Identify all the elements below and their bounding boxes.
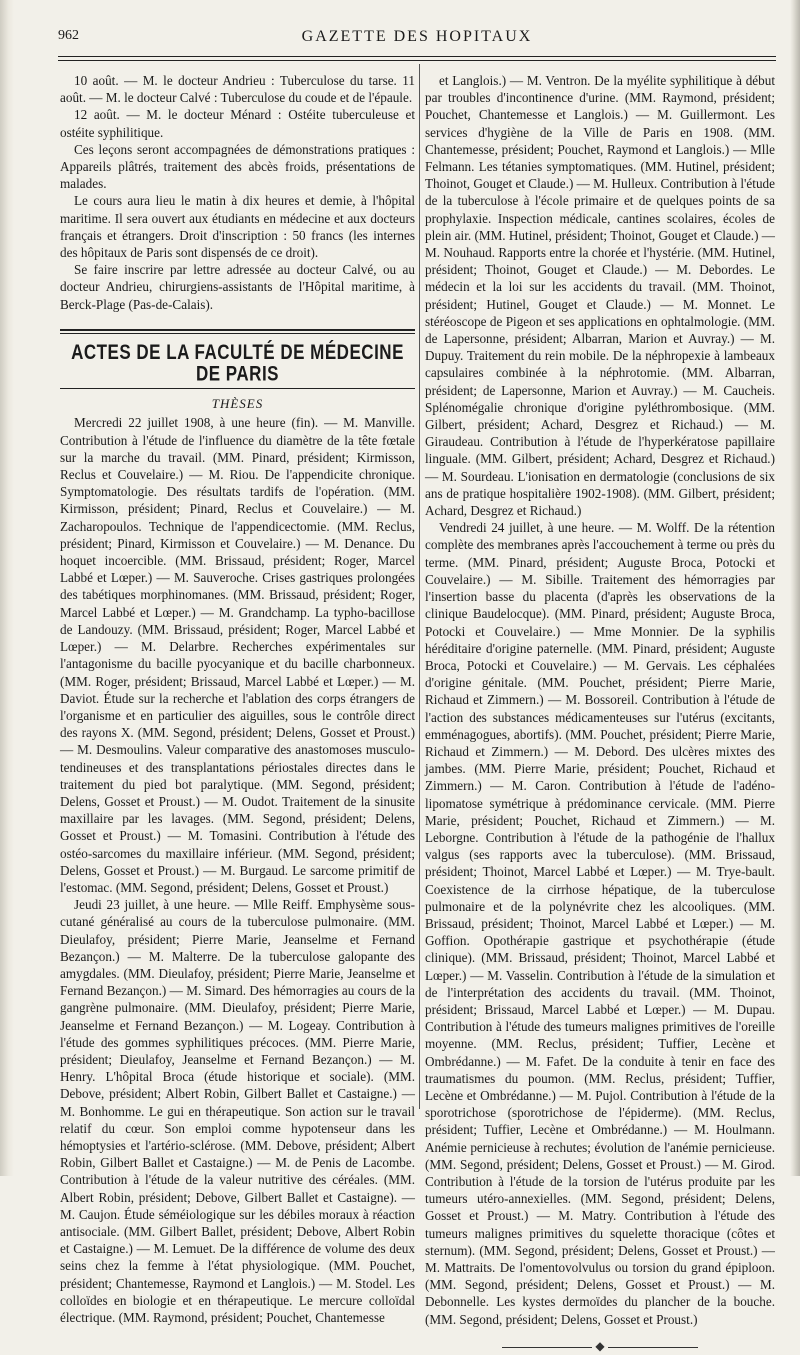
intro-paragraph: 10 août. — M. le docteur Andrieu : Tuberculose du tarse. 11 août. — M. le docteur Calvé : Tuberculose du coude et de l'épaule. bbox=[60, 73, 415, 106]
column-separator bbox=[419, 64, 420, 1109]
end-flourish: ◆ bbox=[425, 1338, 775, 1355]
page-edge-right bbox=[790, 0, 800, 1176]
intro-paragraph: Ces leçons seront accompagnées de démonstrations pratiques : Appareils plâtrés, traitement des abcès froids, présentations de malades. bbox=[60, 141, 415, 192]
section-title: ACTES DE LA FACULTÉ DE MÉDECINE DE PARIS bbox=[71, 340, 404, 386]
subsection-title: THÈSES bbox=[211, 396, 264, 412]
theses-paragraph: Mercredi 22 juillet 1908, à une heure (fin). — M. Manville. Contribution à l'étude de l'influence du diamètre de la tête fœtale sur la marche du travail. (MM. Pinard, président; Kirmisson, Reclus et Couvelaire.) — M. Riou. De l'appendicite chronique. Symptomatologie. Des résultats tardifs de l'opération. (MM. Kirmisson, président; Pinard, Reclus et Couvelaire.) — M. Zacharopoulos. Technique de l'appendicectomie. (MM. Reclus, président; Pinard, Kirmisson et Couvelaire.) — M. Denance. Du hoquet incoercible. (MM. Brissaud, président; Roger, Marcel Labbé et Lœper.) — M. Sauveroche. Crises gastriques prolongées des tabétiques morphinomanes. (MM. Brissaud, président; Roger, Marcel Labbé et Lœper.) — M. Grandchamp. La typho-bacillose de Landouzy. (MM. Brissaud, président; Roger, Marcel Labbé et Lœper.) — M. Delarbre. Recherches expérimentales sur l'antagonisme du bacille pyocyanique et du bacille charbonneux. (MM. Roger, président; Brissaud, Marcel Labbé et Lœper.) — M. Daviot. Étude sur la recherche et l'ablation des corps étrangers de l'organisme et en particulier des aiguilles, sous le contrôle direct des rayons X. (MM. Segond, président; Delens, Gosset et Proust.) — M. Desmoulins. Valeur comparative des anastomoses musculo-tendineuses et des transplantations périostales directes dans le traitement du pied bot paralytique. (MM. Segond, président; Delens, Gosset et Proust.) — M. Oudot. Traitement de la sinusite maxillaire par les lavages. (MM. Segond, président; Delens, Gosset et Proust.) — M. Tomasini. Contribution à l'étude des ostéo-sarcomes du maxillaire inférieur. (MM. Segond, président; Delens, Gosset et Proust.) — M. Burgaud. Le sarcome primitif de l'estomac. (MM. Segond, président; Delens, Gosset et Proust.) bbox=[60, 415, 415, 895]
intro-paragraph: Le cours aura lieu le matin à dix heures et demie, à l'hôpital maritime. Il sera ouvert aux étudiants en médecine et aux docteurs français et étrangers. Droit d'inscription : 50 francs (les internes des hôpitaux de Paris sont dispensés de ce droit). bbox=[60, 193, 415, 261]
page-edge-left bbox=[0, 0, 14, 1176]
left-column bbox=[60, 72, 415, 1326]
page-header bbox=[58, 28, 776, 52]
header-rule-thin bbox=[58, 60, 776, 61]
theses-paragraph: Jeudi 23 juillet, à une heure. — Mlle Reiff. Emphysème sous-cutané généralisé au cours de la tuberculose pulmonaire. (MM. Dieulafoy, président; Pierre Marie, Jeanselme et Fernand Bezançon.) — M. Malterre. De la tuberculose galopante des amygdales. (MM. Dieulafoy, président; Pierre Marie, Jeanselme et Fernand Bezançon.) — M. Simard. Des hémorragies au cours de la gangrène pulmonaire. (MM. Dieulafoy, président; Pierre Marie, Jeanselme et Fernand Bezançon.) — M. Logeay. Contribution à l'étude des gommes syphilitiques précoces. (MM. Pierre Marie, président; Dieulafoy, Jeanselme et Fernand Bezançon.) — M. Henry. L'hôpital Broca (étude historique et sociale). (MM. Debove, président; Albert Robin, Gilbert Ballet et Castaigne.) — M. Bonhomme. Le gui en thérapeutique. Son action sur le travail relatif du cœur. Son emploi comme hypotenseur dans les hémoptysies et l'artério-sclérose. (MM. Debove, président; Albert Robin, Gilbert Ballet et Castaigne.) — M. de Penis de Lacombe. Contribution à l'étude de la valeur nutritive des céréales. (MM. Albert Robin, président; Debove, Gilbert Ballet et Castaigne). — M. Caujon. Étude séméiologique sur les débiles moraux à réaction antisociale. (MM. Gilbert Ballet, président; Debove, Albert Robin et Castaigne.) — M. Lemuet. De la différence de volume des deux seins chez la femme à l'état physiologique. (MM. Pouchet, président; Chantemesse, Raymond et Langlois.) — M. Stodel. Les colloïdes en biologie et en thérapeutique. Le mercure colloïdal électrique. (MM. Raymond, président; Pouchet, Chantemesse bbox=[60, 897, 415, 1326]
section-rule bbox=[60, 329, 415, 334]
running-title: GAZETTE DES HOPITAUX bbox=[301, 28, 533, 45]
intro-paragraph: 12 août. — M. le docteur Ménard : Ostéite tuberculeuse et ostéite syphilitique. bbox=[60, 107, 415, 140]
title-underline bbox=[60, 388, 415, 389]
header-rule-thick bbox=[58, 56, 776, 57]
page-number: 962 bbox=[58, 28, 79, 43]
intro-paragraph: Se faire inscrire par lettre adressée au docteur Calvé, ou au docteur Andrieu, chirurgiens-assistants de l'Hôpital maritime, à Berck-Plage (Pas-de-Calais). bbox=[60, 262, 415, 312]
right-column bbox=[425, 72, 775, 1355]
theses-paragraph: Vendredi 24 juillet, à une heure. — M. Wolff. De la rétention complète des membranes après l'accouchement à terme ou près du terme. (MM. Pinard, président; Auguste Broca, Potocki et Couvelaire.) — M. Sibille. Traitement des hémorragies par l'insertion basse du placenta (d'après les observations de la clinique Baudelocque). (MM. Pinard, président; Auguste Broca, Potocki et Couvelaire.) — Mme Monnier. De la syphilis héréditaire d'origine paternelle. (MM. Pinard, président; Auguste Broca, Potocki et Couvelaire.) — M. Gervais. Les céphalées d'origine génitale. (MM. Pouchet, président; Pierre Marie, Richaud et Zimmern.) — M. Bossoreil. Contribution à l'étude de l'action des substances médicamenteuses sur l'utérus (excitants, emménagogues, abortifs). (MM. Pouchet, président; Pierre Marie, Richaud et Zimmern.) — M. Debord. Des ulcères mixtes des jambes. (MM. Pierre Marie, président; Pouchet, Richaud et Zimmern.) — M. Caron. Contribution à l'étude de l'adéno-lipomatose symétrique à prédominance cervicale. (MM. Pierre Marie, président; Pouchet, Richaud et Zimmern.) — M. Leborgne. Contribution à l'étude de la pathogénie de l'hallux valgus (ses rapports avec la tuberculose). (MM. Brissaud, président; Thoinot, Marcel Labbé et Lœper.) — M. Trye-bault. Coexistence de la cirrhose hépatique, de la tuberculose pulmonaire et de la polynévrite chez les alcooliques. (MM. Brissaud, président; Thoinot, Marcel Labbé et Lœper.) — M. Goffion. Opothérapie gastrique et psychothérapie (étude clinique). (MM. Brissaud, président; Thoinot, Marcel Labbé et Lœper.) — M. Vasselin. Contribution à l'étude de la simulation et de l'interprétation des accidents du travail. (MM. Thoinot, président; Brissaud, Marcel Labbé et Lœper.) — M. Dupau. Contribution à l'étude des tumeurs malignes primitives de l'oreille moyenne. (MM. Reclus, président; Tuffier, Lecène et Ombrédanne.) — M. Fafet. De la conduite à tenir en face des traumatismes du poumon. (MM. Reclus, président; Tuffier, Lecène et Ombrédanne.) — M. Pujol. Contribution à l'étude de la sporotrichose (sporotrichose de l'épiderme). (MM. Reclus, président; Tuffier, Lecène et Ombrédanne.) — M. Houlmann. Anémie pernicieuse à rechutes; évolution de l'anémie pernicieuse. (MM. Segond, président; Delens, Gosset et Proust.) — M. Girod. Contribution à l'étude de la torsion de l'utérus produite par les tumeurs utéro-annexielles. (MM. Segond, président; Delens, Gosset et Proust.) — M. Matry. Contribution à l'étude des tumeurs malignes primitives du squelette thoracique (côtes et sternum). (MM. Segond, président; Delens, Gosset et Proust.) — M. Mattraits. De l'omentovolvulus ou torsion du grand épiploon. (MM. Segond, président; Delens, Gosset et Proust.) — M. Debonnelle. Les kystes dermoïdes du plancher de la bouche. (MM. Segond, président; Delens, Gosset et Proust.) bbox=[425, 520, 775, 1327]
theses-paragraph: et Langlois.) — M. Ventron. De la myélite syphilitique à début par troubles d'incontinence d'urine. (MM. Raymond, président; Pouchet, Chantemesse et Langlois.) — M. Guillermont. Les services d'hygiène de la Ville de Paris en 1908. (MM. Chantemesse, président; Pouchet, Raymond et Langlois.) — Mlle Felmann. Les tétanies symptomatiques. (MM. Hutinel, président; Thoinot, Gouget et Claude.) — M. Hulleux. Contribution à l'étude de la tuberculose à l'école primaire et de quelques points de sa prophylaxie. Inspection médicale, cantines scolaires, écoles de plein air. (MM. Hutinel, président; Thoinot, Gouget et Claude.) — M. Nouhaud. Rapports entre la chorée et l'hystérie. (MM. Hutinel, président; Thoinot, Gouget et Claude.) — M. Debordes. Le médecin et la loi sur les accidents du travail. (MM. Thoinot, président; Hutinel, Gouget et Claude.) — M. Monnet. Le stéréoscope de Pigeon et ses applications en ophtalmologie. (MM. de Lapersonne, président; Albarran, Marion et Auvray.) — M. Dupuy. Traitement du rein mobile. De la néphropexie à lambeaux capsulaires combinée à la néphrotomie. (MM. Albarran, président; de Lapersonne, Marion et Auvray.) — M. Caucheis. Splénomégalie chronique d'origine pyléthrombosique. (MM. Gilbert, président; Achard, Desgrez et Richaud.) — M. Giraudeau. Contribution à l'étude de l'hyperkératose papillaire linguale. (MM. Gilbert, président; Achard, Desgrez et Richaud.) — M. Sourdeau. L'ionisation en dermatologie (conclusions de six ans de pratique hospitalière 1902-1908). (MM. Gilbert, président; Achard, Desgrez et Richaud.) bbox=[425, 73, 775, 519]
